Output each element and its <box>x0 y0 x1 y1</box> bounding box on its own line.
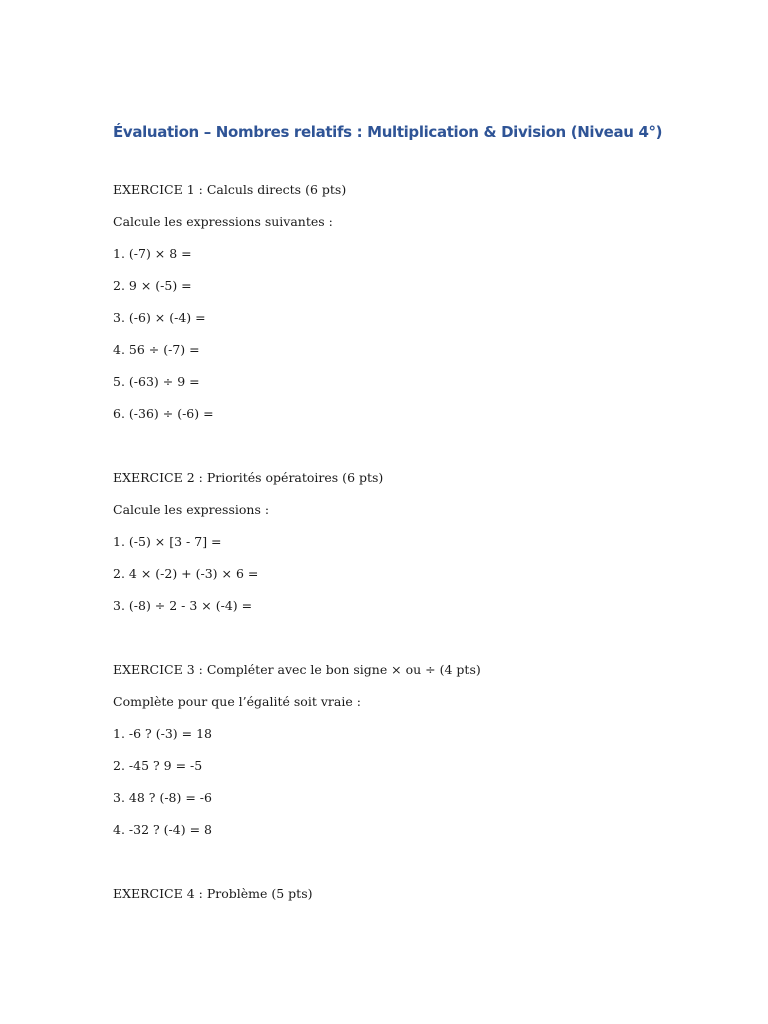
exercise-item: 1. (-7) × 8 = <box>113 246 192 261</box>
exercise-instruction: Calcule les expressions suivantes : <box>113 214 333 229</box>
exercise-item: 1. -6 ? (-3) = 18 <box>113 726 212 741</box>
document-body <box>113 180 713 916</box>
exercise-item: 2. -45 ? 9 = -5 <box>113 758 203 773</box>
exercise-item: 5. (-63) ÷ 9 = <box>113 374 200 389</box>
section-spacer <box>113 628 713 660</box>
exercise-instruction: Calcule les expressions : <box>113 502 270 517</box>
exercise-4 <box>113 884 713 916</box>
exercise-item: 6. (-36) ÷ (-6) = <box>113 406 214 421</box>
exercise-item: 1. (-5) × [3 - 7] = <box>113 534 222 549</box>
exercise-item: 2. 9 × (-5) = <box>113 278 192 293</box>
exercise-heading: EXERCICE 1 : Calculs directs (6 pts) <box>113 182 347 197</box>
exercise-item: 4. -32 ? (-4) = 8 <box>113 822 212 837</box>
exercise-item: 2. 4 × (-2) + (-3) × 6 = <box>113 566 259 581</box>
exercise-heading: EXERCICE 3 : Compléter avec le bon signe × ou ÷ (4 pts) <box>113 662 481 677</box>
exercise-3 <box>113 660 713 852</box>
exercise-item: 3. 48 ? (-8) = -6 <box>113 790 212 805</box>
exercise-item: 4. 56 ÷ (-7) = <box>113 342 200 357</box>
section-spacer <box>113 852 713 884</box>
exercise-1 <box>113 180 713 436</box>
exercise-instruction: Complète pour que l’égalité soit vraie : <box>113 694 361 709</box>
section-spacer <box>113 436 713 468</box>
exercise-2 <box>113 468 713 628</box>
exercise-heading: EXERCICE 4 : Problème (5 pts) <box>113 886 313 901</box>
exercise-item: 3. (-6) × (-4) = <box>113 310 206 325</box>
exercise-item: 3. (-8) ÷ 2 - 3 × (-4) = <box>113 598 253 613</box>
document-title: Évaluation – Nombres relatifs : Multiplication & Division (Niveau 4°) <box>113 123 663 141</box>
exercise-heading: EXERCICE 2 : Priorités opératoires (6 pts) <box>113 470 384 485</box>
